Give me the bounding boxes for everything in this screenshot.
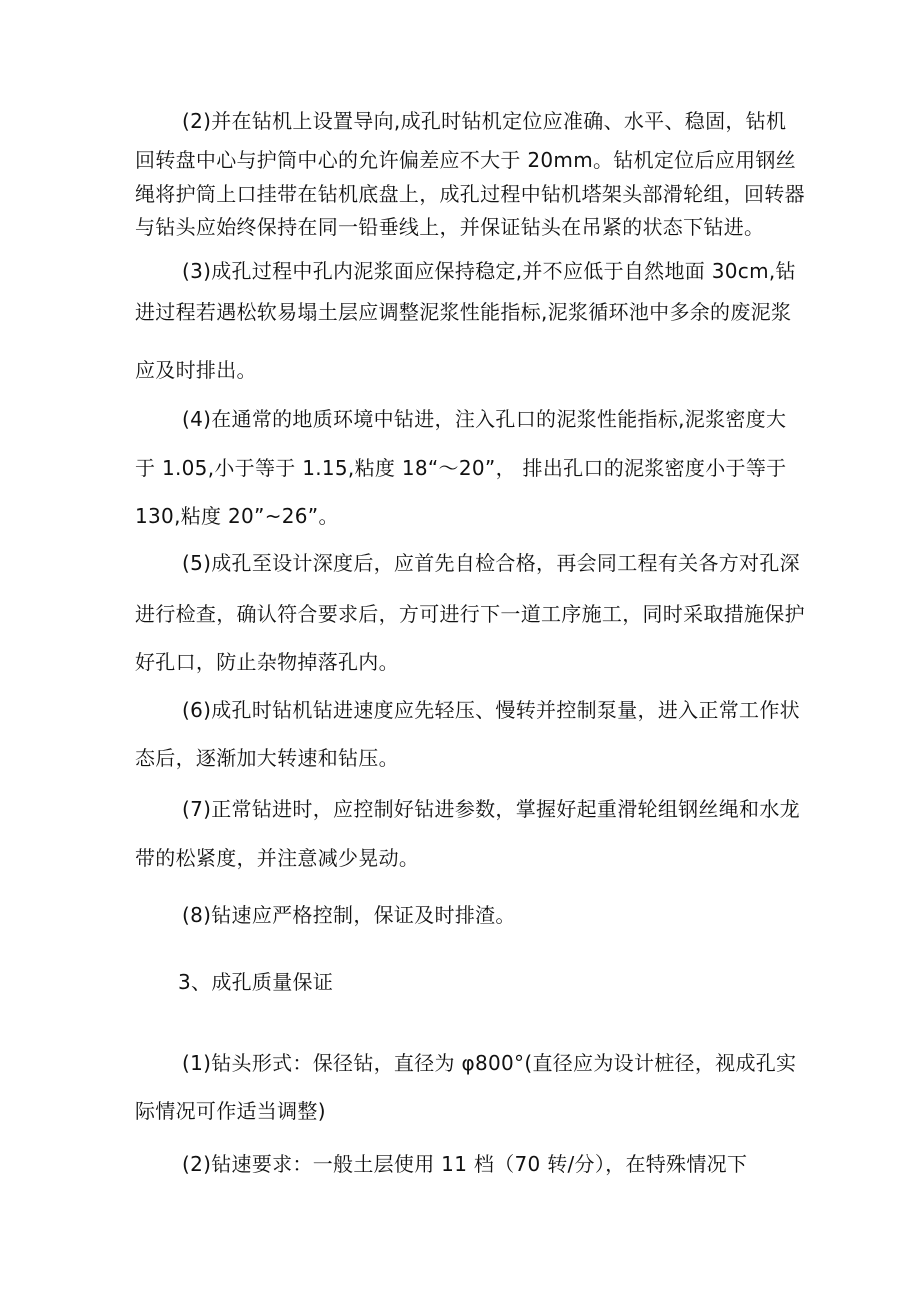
paragraph-line: 态后，逐渐加大转速和钻压。 [135, 746, 399, 770]
paragraph-line: (1)钻头形式：保径钻，直径为 φ800°(直径应为设计桩径，视成孔实 [182, 1051, 797, 1075]
paragraph-line: 进行检查，确认符合要求后，方可进行下一道工序施工，同时采取措施保护 [135, 602, 805, 626]
paragraph-line: 好孔口，防止杂物掉落孔内。 [135, 650, 399, 674]
paragraph-line: (3)成孔过程中孔内泥浆面应保持稳定,并不应低于自然地面 30cm,钻 [182, 259, 796, 283]
paragraph-line: (7)正常钻进时，应控制好钻进参数，掌握好起重滑轮组钢丝绳和水龙 [182, 797, 800, 821]
paragraph-line: 进过程若遇松软易塌土层应调整泥浆性能指标,泥浆循环池中多余的废泥浆 [135, 300, 792, 324]
paragraph-line: 于 1.05,小于等于 1.15,粘度 18“～20”， 排出孔口的泥浆密度小于等于 [135, 456, 787, 480]
paragraph-line: (5)成孔至设计深度后，应首先自检合格，再会同工程有关各方对孔深 [182, 551, 800, 575]
paragraph-line: (6)成孔时钻机钻进速度应先轻压、慢转并控制泵量，进入正常工作状 [182, 698, 800, 722]
paragraph-line: (8)钻速应严格控制，保证及时排渣。 [182, 903, 516, 927]
paragraph-line: (2)钻速要求：一般土层使用 11 档（70 转/分），在特殊情况下 [182, 1152, 748, 1176]
paragraph-line: 应及时排出。 [135, 358, 257, 382]
paragraph-line: 绳将护筒上口挂带在钻机底盘上，成孔过程中钻机塔架头部滑轮组，回转器 [135, 182, 805, 206]
paragraph-line: 带的松紧度，并注意减少晃动。 [135, 846, 420, 870]
paragraph-line: 回转盘中心与护筒中心的允许偏差应不大于 20mm。钻机定位后应用钢丝 [135, 148, 796, 172]
paragraph-line: (4)在通常的地质环境中钻进，注入孔口的泥浆性能指标,泥浆密度大 [182, 407, 787, 431]
paragraph-line: (2)并在钻机上设置导向,成孔时钻机定位应准确、水平、稳固，钻机 [182, 109, 787, 133]
paragraph-line: 际情况可作适当调整) [135, 1099, 326, 1123]
paragraph-line: 与钻头应始终保持在同一铅垂线上，并保证钻头在吊紧的状态下钻进。 [135, 215, 765, 239]
section-heading: 3、成孔质量保证 [178, 970, 334, 994]
paragraph-line: 130,粘度 20”~26”。 [135, 504, 339, 528]
